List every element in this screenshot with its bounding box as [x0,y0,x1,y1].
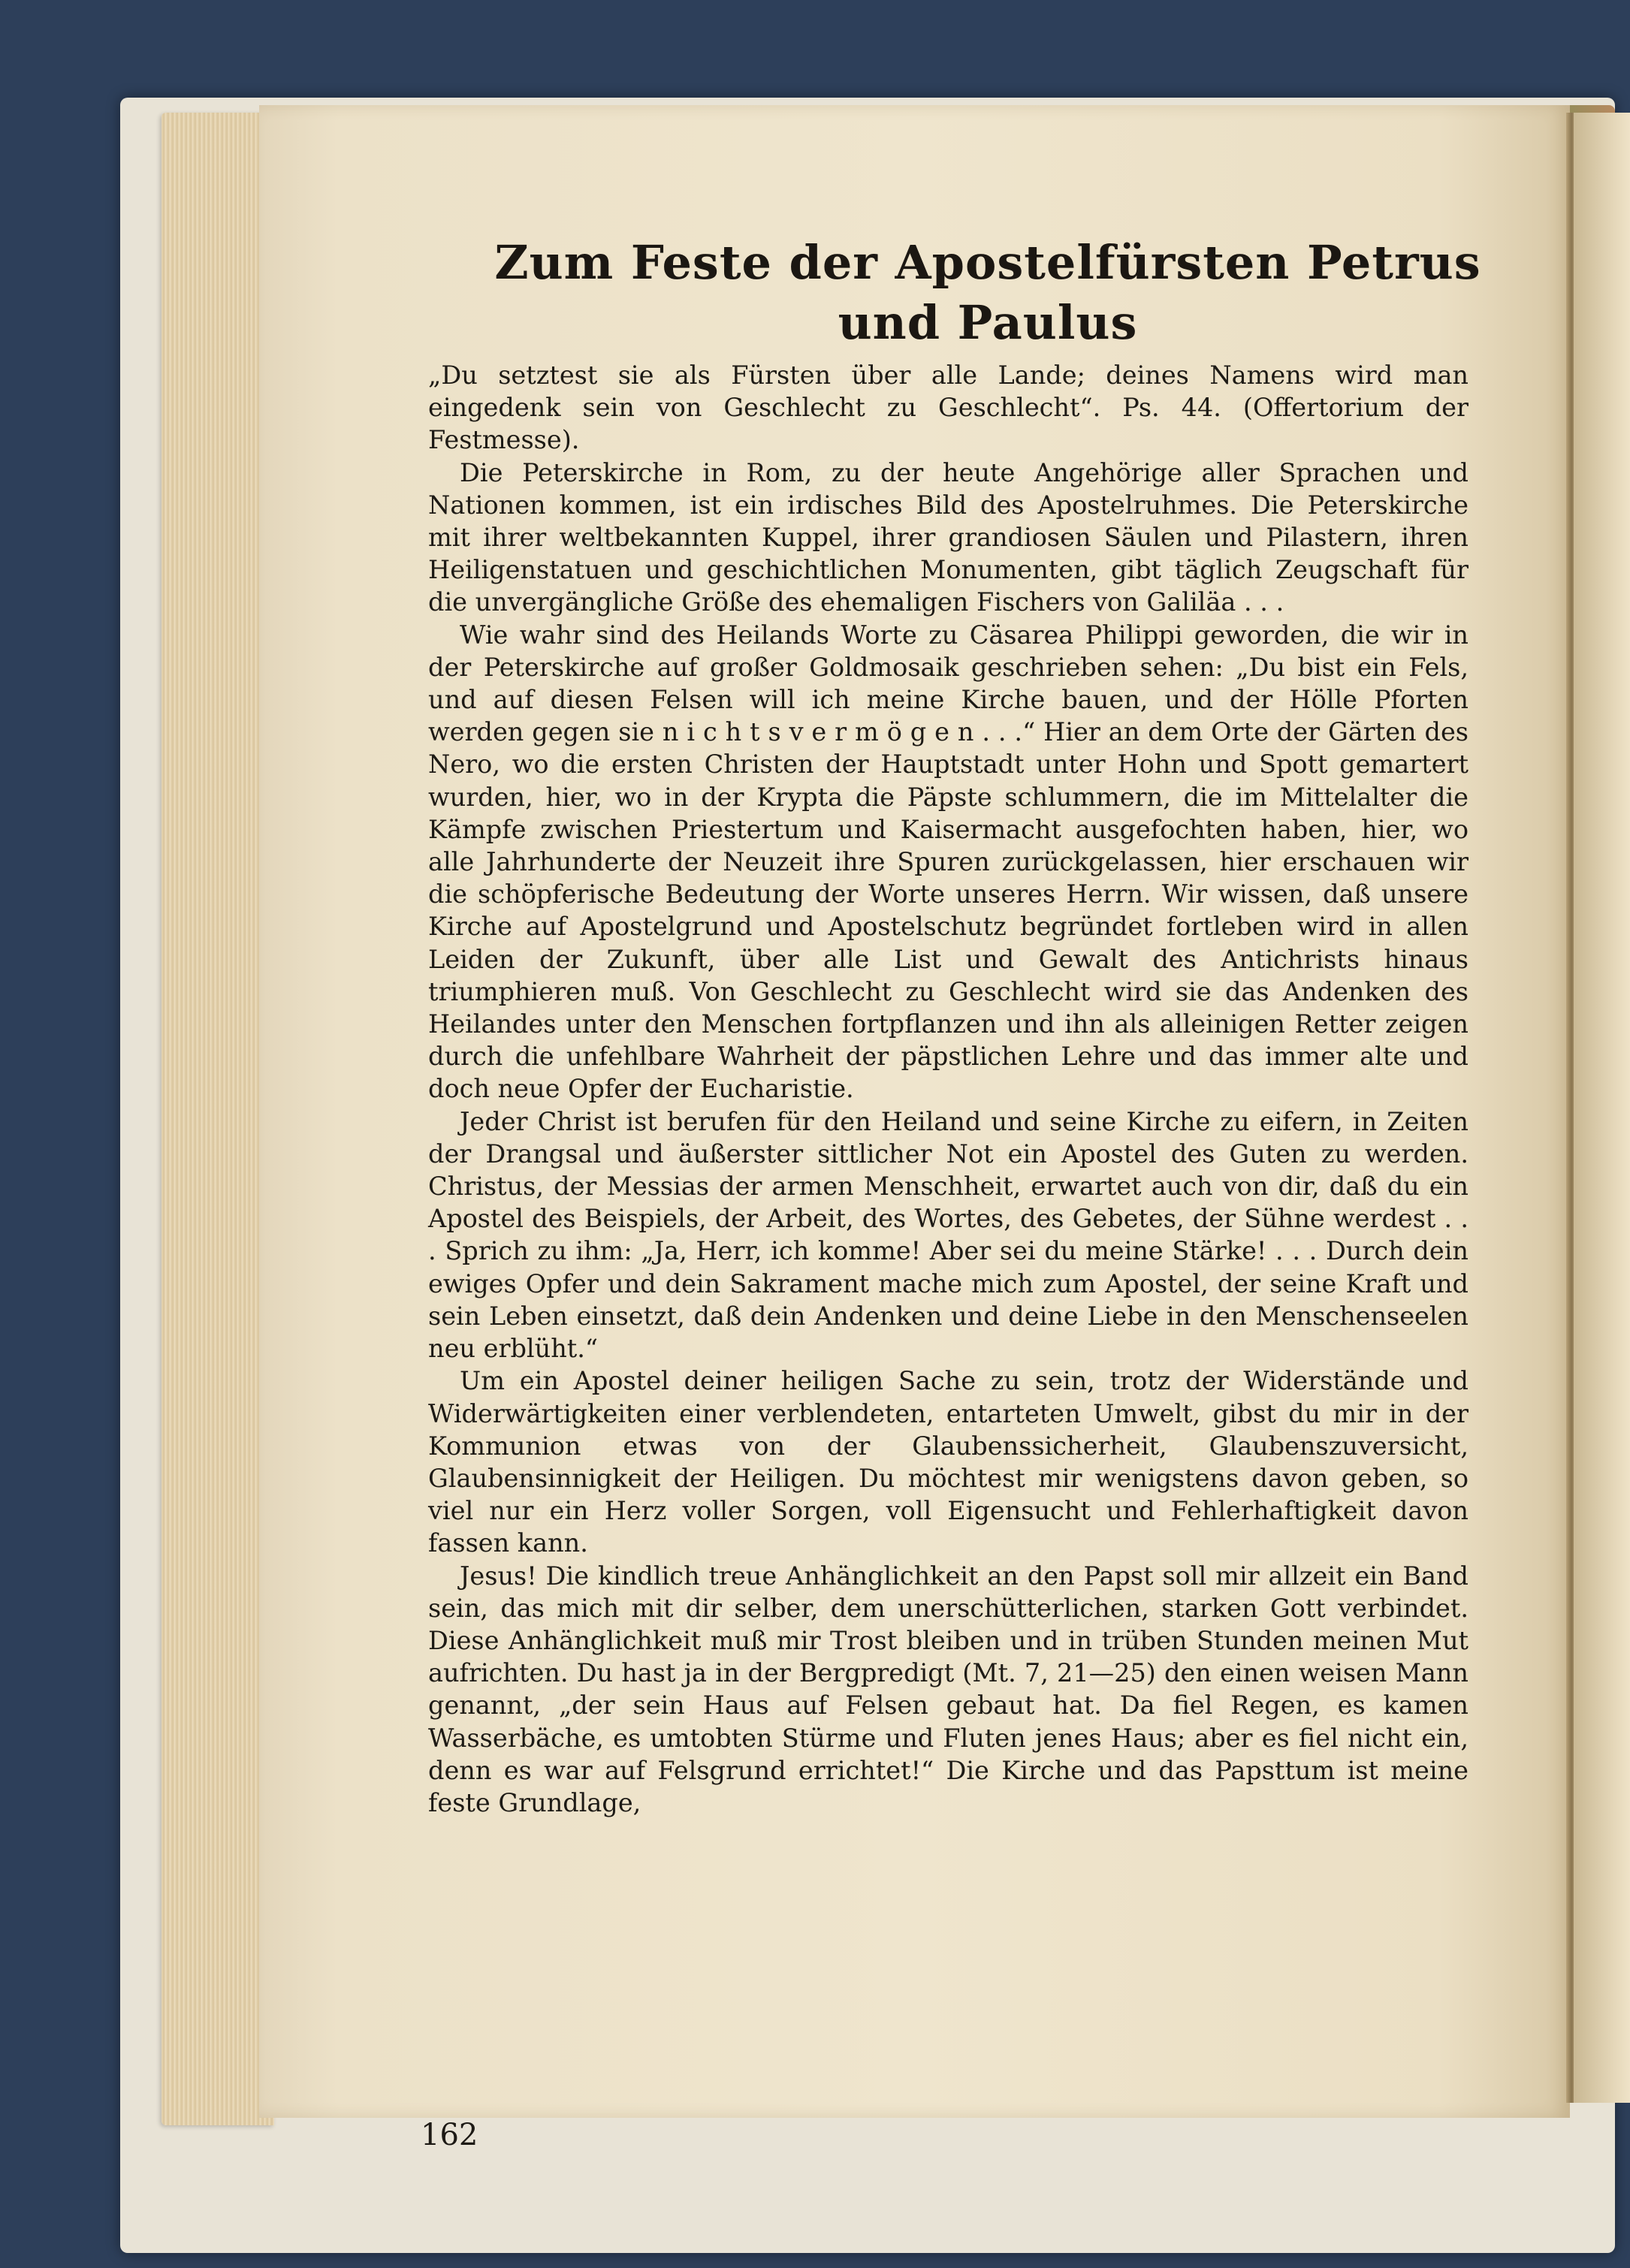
title-line-1: Zum Feste der Apostelfürsten Petrus [494,235,1481,290]
paragraph: Um ein Apostel deiner heiligen Sache zu sein, trotz der Widerstände und Widerwärtigkeiten einer verblendeten, entarteten Umwelt, gibst du mir in der Kommunion etwas von der Glaubenssicherheit, Glaubenszuversicht, Glaubensinnigkeit der Heiligen. Du möchtest mir wenigstens davon geben, so viel nur ein Herz voller Sorgen, voll Eigensucht und Fehlerhaftigkeit davon fassen kann. [428,1366,1469,1558]
page-edges [161,113,274,2125]
page-number: 162 [421,2118,478,2152]
paragraph: Die Peterskirche in Rom, zu der heute Angehörige aller Sprachen und Nationen kommen, ist ein irdisches Bild des Apostelruhmes. Die Peterskirche mit ihrer weltbekannten Kuppel, ihrer grandiosen Säulen und Pilastern, ihren Heiligenstatuen und geschichtlichen Monumenten, gibt täglich Zeugschaft für die unvergängliche Größe des ehemaligen Fischers von Galiläa . . . [428,457,1469,617]
paragraph: Wie wahr sind des Heilands Worte zu Cäsarea Philippi geworden, die wir in der Peterskirche auf großer Goldmosaik geschrieben sehen: „Du bist ein Fels, und auf diesen Felsen will ich meine Kirche bauen, und der Hölle Pforten werden gegen sie n i c h t s v e r m ö g e n . . .“ Hier an dem Orte der Gärten des Nero, wo die ersten Christen der Hauptstadt unter Hohn und Spott gemartert wurden, hier, wo in der Krypta die Päpste schlummern, die im Mittelalter die Kämpfe zwischen Priestertum und Kaisermacht ausgefochten haben, hier, wo alle Jahrhunderte der Neuzeit ihre Spuren zurückgelassen, hier erschauen wir die schöpferische Bedeutung der Worte unseres Herrn. Wir wissen, daß unsere Kirche auf Apostelgrund und Apostelschutz begründet fortleben wird in allen Leiden der Zukunft, über alle List und Gewalt des Antichrists hinaus triumphieren muß. Von Geschlecht zu Geschlecht wird sie das Andenken des Heilandes unter den Menschen fortpflanzen und ihn als alleinigen Retter zeigen durch die unfehlbare Wahrheit der päpstlichen Lehre und das immer alte und doch neue Opfer der Eucharistie. [428,620,1469,1104]
paragraph: Jesus! Die kindlich treue Anhänglichkeit an den Papst soll mir allzeit ein Band sein, das mich mit dir selber, dem unerschütterlichen, starken Gott verbindet. Diese Anhänglichkeit muß mir Trost bleiben und in trüben Stunden meinen Mut aufrichten. Du hast ja in der Bergpredigt (Mt. 7, 21—25) den einen weisen Mann genannt, „der sein Haus auf Felsen gebaut hat. Da fiel Regen, es kamen Wasserbäche, es umtobten Stürme und Fluten jenes Haus; aber es fiel nicht ein, denn es war auf Felsgrund errichtet!“ Die Kirche und das Papsttum ist meine feste Grundlage, [428,1561,1469,1817]
paragraph: Jeder Christ ist berufen für den Heiland und seine Kirche zu eifern, in Zeiten der Drangsal und äußerster sittlicher Not ein Apostel des Guten zu werden. Christus, der Messias der armen Menschheit, erwartet auch von dir, daß du ein Apostel des Beispiels, der Arbeit, des Wortes, des Gebetes, der Sühne werdest . . . Sprich zu ihm: „Ja, Herr, ich komme! Aber sei du meine Stärke! . . . Durch dein ewiges Opfer und dein Sakrament mache mich zum Apostel, der seine Kraft und sein Leben einsetzt, daß dein Andenken und deine Liebe in den Menschenseelen neu erblüht.“ [428,1106,1469,1364]
paragraph-epigraph: „Du setztest sie als Fürsten über alle Lande; deines Namens wird man eingedenk sein von Geschlecht zu Geschlecht“. Ps. 44. (Offertorium der Festmesse). [428,360,1469,455]
body-text [428,359,1469,1819]
title-line-2: und Paulus [838,295,1138,350]
facing-page [1574,113,1630,2103]
page-title [406,233,1570,353]
